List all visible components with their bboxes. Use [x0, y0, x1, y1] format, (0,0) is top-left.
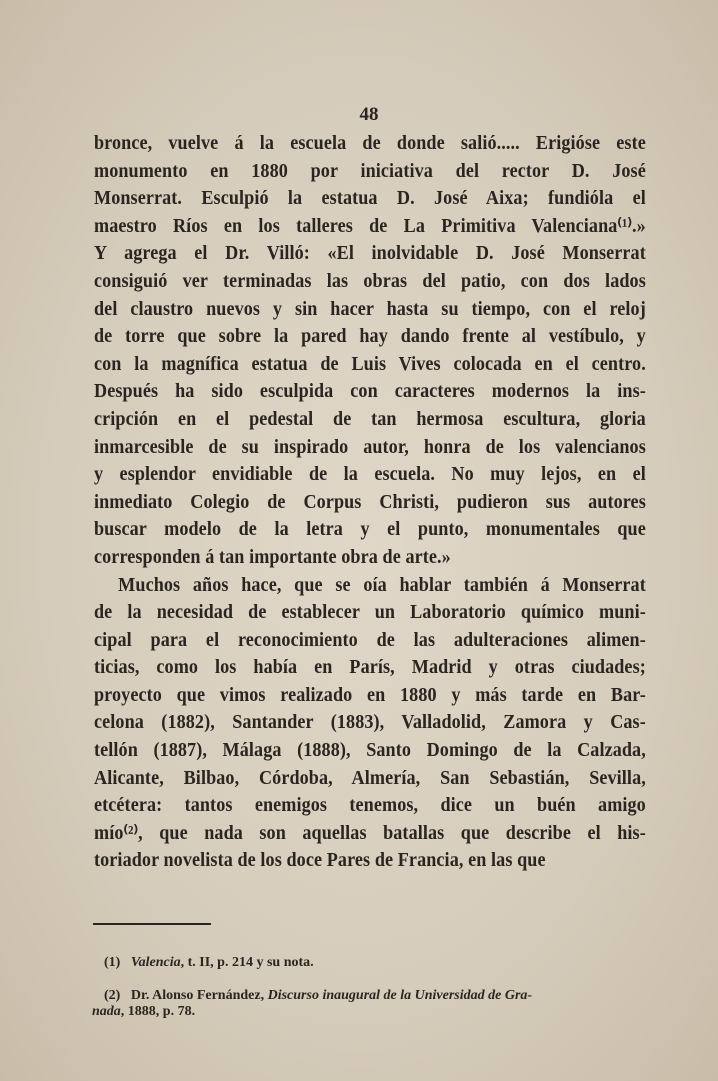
footnote-divider	[93, 923, 211, 925]
text-line: Monserrat. Esculpió la estatua D. José Aixa; fundióla el	[94, 188, 646, 210]
text-line: bronce, vuelve á la escuela de donde salió..... Erigióse este	[94, 133, 646, 154]
text-line: inmarcesible de su inspirado autor, honra de los valencianos	[94, 436, 646, 458]
text-line: monumento en 1880 por iniciativa del rector D. José	[94, 160, 646, 182]
text-line: inmediato Colegio de Corpus Christi, pudieron sus autores	[94, 491, 646, 513]
page-number: 48	[359, 104, 379, 125]
text-line: de torre que sobre la pared hay dando frente al vestíbulo, y	[94, 326, 646, 348]
text-line: Muchos años hace, que se oía hablar también á Monserrat	[118, 574, 646, 596]
text-line: consiguió ver terminadas las obras del patio, con dos lados	[94, 270, 646, 292]
footnote-author: Dr. Alonso Fernández,	[130, 988, 268, 1003]
text-line: tellón (1887), Málaga (1888), Santo Domingo de la Calzada,	[94, 740, 646, 762]
footnote-marker: (2)	[104, 988, 121, 1003]
text-line: de la necesidad de establecer un Laboratorio químico muni-	[94, 602, 646, 624]
text-line: cripción en el pedestal de tan hermosa escultura, gloria	[94, 408, 646, 430]
text-line: cipal para el reconocimiento de las adulteraciones alimen-	[94, 629, 646, 651]
text-line: ticias, como los había en París, Madrid y otras ciudades;	[94, 657, 646, 679]
footnote-text: , 1888, p. 78.	[120, 1004, 196, 1019]
text-line: del claustro nuevos y sin hacer hasta su tiempo, con el reloj	[94, 298, 646, 320]
footnote-title: Discurso inaugural de la Universidad de Gra-	[267, 988, 533, 1003]
footnote-title: Valencia	[130, 955, 181, 970]
text-line: mío⁽²⁾, que nada son aquellas batallas que describe el his-	[94, 822, 646, 844]
text-line: toriador novelista de los doce Pares de Francia, en las que	[94, 850, 546, 872]
text-line: maestro Ríos en los talleres de La Primitiva Valenciana⁽¹⁾.»	[94, 215, 646, 237]
text-line: Y agrega el Dr. Villó: «El inolvidable D. José Monserrat	[94, 243, 646, 265]
footnote-2	[92, 988, 644, 1020]
text-line: buscar modelo de la letra y el punto, monumentales que	[94, 519, 646, 541]
footnote-title-cont: nada	[92, 1004, 121, 1019]
text-line: proyecto que vimos realizado en 1880 y más tarde en Bar-	[94, 684, 646, 706]
footnote-text: , t. II, p. 214 y su nota.	[180, 955, 314, 970]
text-line: con la magnífica estatua de Luis Vives colocada en el centro.	[94, 353, 646, 375]
text-line: y esplendor envidiable de la escuela. No muy lejos, en el	[94, 464, 646, 486]
footnote-1	[104, 955, 314, 971]
text-line: Alicante, Bilbao, Córdoba, Almería, San Sebastián, Sevilla,	[94, 767, 646, 789]
text-line: corresponden á tan importante obra de arte.»	[94, 546, 451, 568]
footnote-marker: (1)	[104, 955, 121, 970]
body-text	[94, 130, 646, 875]
text-line: celona (1882), Santander (1883), Valladolid, Zamora y Cas-	[94, 712, 646, 734]
text-line: Después ha sido esculpida con caracteres modernos la ins-	[94, 381, 646, 403]
text-line: etcétera: tantos enemigos tenemos, dice un buén amigo	[94, 795, 646, 817]
